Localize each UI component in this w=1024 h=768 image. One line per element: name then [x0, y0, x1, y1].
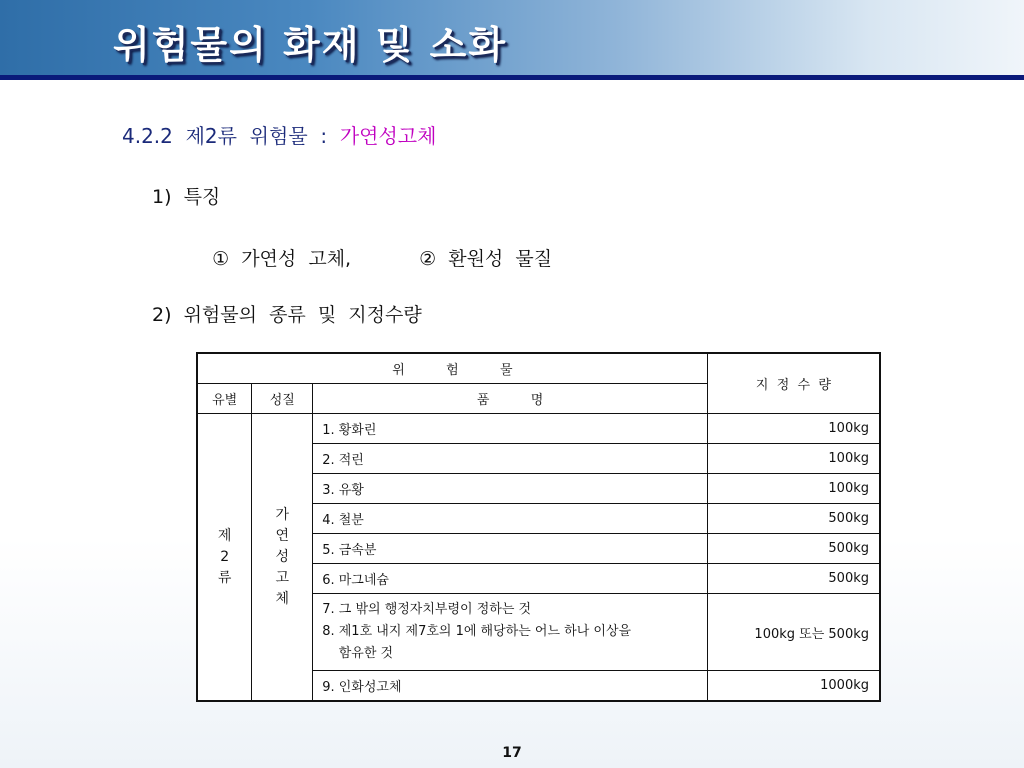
title-underline: [0, 75, 1024, 80]
item-name: 4. 철분: [313, 504, 708, 534]
item-qty: 500kg: [707, 504, 880, 534]
property-cell: 가 연 성 고 체: [252, 414, 313, 702]
section-heading: [122, 120, 436, 149]
item-qty: 1000kg: [707, 671, 880, 702]
section-prefix: 4.2.2 제2류 위험물 :: [122, 124, 340, 148]
table-row: [197, 414, 880, 444]
feature-item-2: ② 환원성 물질: [419, 248, 553, 270]
multi-line-3: 함유한 것: [322, 646, 394, 661]
hazard-table: [196, 352, 881, 702]
item-qty: 500kg: [707, 534, 880, 564]
header-quantity: 지 정 수 량: [707, 353, 880, 414]
page-number: 17: [502, 745, 522, 761]
item-qty: 100kg: [707, 414, 880, 444]
col-property-header: 성질: [252, 384, 313, 414]
feature-items: [200, 222, 552, 271]
item-qty: 100kg: [707, 444, 880, 474]
item-name: 5. 금속분: [313, 534, 708, 564]
item-qty: 100kg 또는 500kg: [707, 594, 880, 671]
item-qty: 500kg: [707, 564, 880, 594]
col-name-header: 품 명: [313, 384, 708, 414]
item-name: 2. 적린: [313, 444, 708, 474]
type-cell: 제 2 류: [197, 414, 252, 702]
multi-line-2: 8. 제1호 내지 제7호의 1에 해당하는 어느 하나 이상을: [322, 624, 632, 639]
col-type-header: 유별: [197, 384, 252, 414]
item-name: 1. 황화린: [313, 414, 708, 444]
title-bar: [0, 0, 1024, 80]
kinds-heading: 2) 위험물의 종류 및 지정수량: [152, 304, 422, 326]
slide-title: 위험물의 화재 및 소화: [113, 23, 508, 67]
header-hazard: 위 험 물: [197, 353, 707, 384]
feature-heading: 1) 특징: [152, 186, 221, 208]
item-name: 3. 유황: [313, 474, 708, 504]
item-name: 6. 마그네슘: [313, 564, 708, 594]
feature-item-1: ① 가연성 고체,: [212, 248, 352, 270]
item-qty: 100kg: [707, 474, 880, 504]
item-name: 9. 인화성고체: [313, 671, 708, 702]
section-accent: 가연성고체: [339, 124, 437, 148]
multi-line-1: 7. 그 밖의 행정자치부령이 정하는 것: [322, 602, 532, 617]
item-name-multi: [313, 594, 708, 671]
table-header-row-1: [197, 353, 880, 384]
